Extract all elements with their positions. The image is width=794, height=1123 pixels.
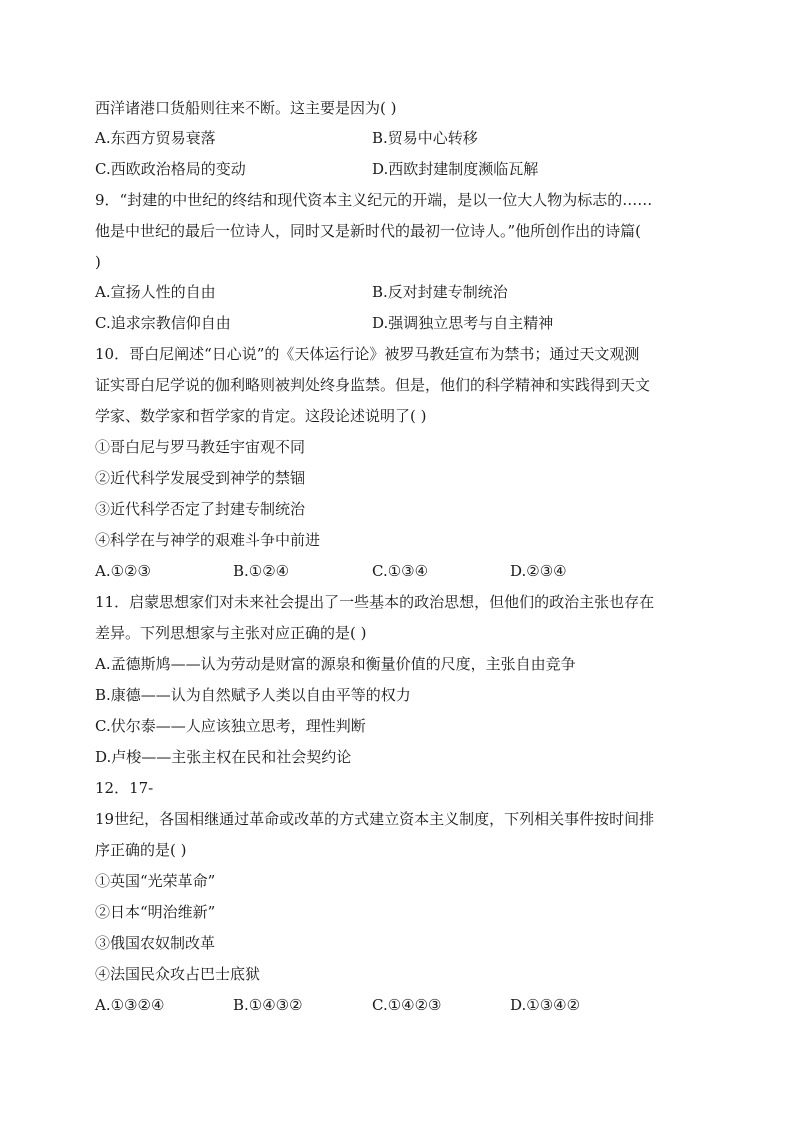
q8-option-a: A.东西方贸易衰落 bbox=[95, 129, 216, 147]
q12-option-c: C.①④②③ bbox=[372, 996, 442, 1014]
q12-stem-line2: 19世纪，各国相继通过革命或改革的方式建立资本主义制度，下列相关事件按时间排 bbox=[95, 810, 655, 828]
q9-stem-line2: 他是中世纪的最后一位诗人，同时又是新时代的最初一位诗人。”他所创作出的诗篇( bbox=[95, 222, 642, 240]
q10-item-4: ④科学在与神学的艰难斗争中前进 bbox=[95, 531, 321, 549]
q11-stem-line1: 11．启蒙思想家们对未来社会提出了一些基本的政治思想，但他们的政治主张也存在 bbox=[95, 593, 655, 611]
q9-stem-line1: 9．“封建的中世纪的终结和现代资本主义纪元的开端，是以一位大人物为标志的…… bbox=[95, 191, 653, 209]
q10-item-3: ③近代科学否定了封建专制统治 bbox=[95, 500, 306, 518]
q12-option-b: B.①④③② bbox=[233, 996, 303, 1014]
q12-item-1: ①英国“光荣革命” bbox=[95, 872, 216, 890]
q12-option-a: A.①③②④ bbox=[95, 996, 165, 1014]
q12-stem-line3: 序正确的是( ) bbox=[95, 841, 187, 859]
q11-option-c: C.伏尔泰——人应该独立思考，理性判断 bbox=[95, 717, 366, 735]
q8-stem: 西洋诸港口货船则往来不断。这主要是因为( ) bbox=[95, 99, 397, 117]
q12-stem-line1: 12．17- bbox=[95, 779, 154, 797]
q12-item-2: ②日本“明治维新” bbox=[95, 903, 216, 921]
q9-stem-line3: ) bbox=[95, 253, 101, 271]
q11-option-d: D.卢梭——主张主权在民和社会契约论 bbox=[95, 748, 352, 766]
q11-option-a: A.孟德斯鸠——认为劳动是财富的源泉和衡量价值的尺度，主张自由竞争 bbox=[95, 655, 576, 673]
q8-option-b: B.贸易中心转移 bbox=[372, 129, 478, 147]
q9-option-d: D.强调独立思考与自主精神 bbox=[372, 314, 554, 332]
q10-stem-line3: 学家、数学家和哲学家的肯定。这段论述说明了( ) bbox=[95, 407, 427, 425]
q12-option-d: D.①③④② bbox=[510, 996, 581, 1014]
q10-option-b: B.①②④ bbox=[233, 562, 290, 580]
q10-item-1: ①哥白尼与罗马教廷宇宙观不同 bbox=[95, 438, 306, 456]
q8-option-c: C.西欧政治格局的变动 bbox=[95, 160, 246, 178]
q9-option-b: B.反对封建专制统治 bbox=[372, 283, 508, 301]
q10-option-c: C.①③④ bbox=[372, 562, 429, 580]
q11-stem-line2: 差异。下列思想家与主张对应正确的是( ) bbox=[95, 624, 367, 642]
q12-item-4: ④法国民众攻占巴士底狱 bbox=[95, 965, 261, 983]
q10-stem-line2: 证实哥白尼学说的伽利略则被判处终身监禁。但是，他们的科学精神和实践得到天文 bbox=[95, 376, 651, 394]
q10-stem-line1: 10．哥白尼阐述“日心说”的《天体运行论》被罗马教廷宣布为禁书；通过天文观测 bbox=[95, 345, 640, 363]
q9-option-a: A.宣扬人性的自由 bbox=[95, 283, 216, 301]
q10-option-a: A.①②③ bbox=[95, 562, 151, 580]
q12-item-3: ③俄国农奴制改革 bbox=[95, 934, 216, 952]
q8-option-d: D.西欧封建制度濒临瓦解 bbox=[372, 160, 539, 178]
q9-option-c: C.追求宗教信仰自由 bbox=[95, 314, 231, 332]
q10-option-d: D.②③④ bbox=[510, 562, 567, 580]
q10-item-2: ②近代科学发展受到神学的禁锢 bbox=[95, 469, 306, 487]
q11-option-b: B.康德——认为自然赋予人类以自由平等的权力 bbox=[95, 686, 411, 704]
